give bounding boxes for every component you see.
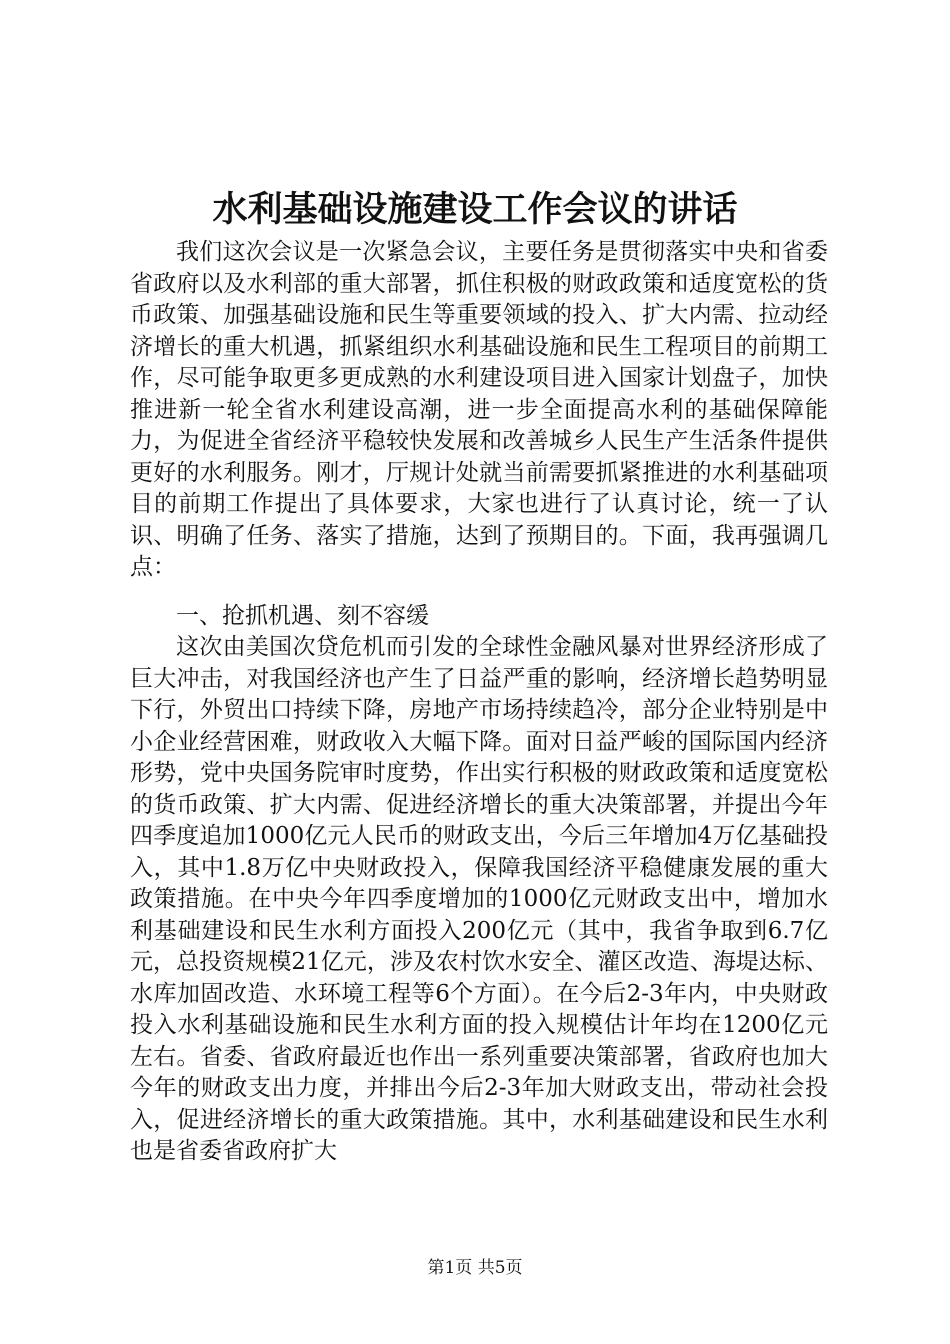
document-title: 水利基础设施建设工作会议的讲话 (212, 189, 738, 230)
section-heading: 一、抢抓机遇、刻不容缓 (176, 603, 429, 629)
page-footer: 第1页 共5页 (427, 1258, 523, 1278)
paragraph-text: 这次由美国次贷危机而引发的全球性金融风暴对世界经济形成了巨大冲击，对我国经济也产生了日益严重的影响，经济增长趋势明显下行，外贸出口持续下降，房地产市场持续趋冷，部分企业特别是中小企业经营困难，财政收入大幅下降。面对日益严峻的国际国内经济形势，党中央国务院审时度势，作出实行积极的财政政策和适度宽松的货币政策、扩大内需、促进经济增长的重大决策部署，并提出今年四季度追加1000亿元人民币的财政支出，今后三年增加4万亿基础投入，其中1.8万亿中央财政投入，保障我国经济平稳健康发展的重大政策措施。在中央今年四季度增加的1000亿元财政支出中，增加水利基础建设和民生水利方面投入200亿元（其中，我省争取到6.7亿元，总投资规模21亿元，涉及农村饮水安全、灌区改造、海堤达标、水库加固改造、水环境工程等6个方面）。在今后2-3年内，中央财政投入水利基础设施和民生水利方面的投入规模估计年均在1200亿元左右。省委、省政府最近也作出一系列重要决策部署，省政府也加大今年的财政支出力度，并排出今后2-3年加大财政支出，带动社会投入，促进经济增长的重大政策措施。其中，水利基础建设和民生水利也是省委省政府扩大 (130, 634, 828, 1164)
paragraph-text: 我们这次会议是一次紧急会议，主要任务是贯彻落实中央和省委省政府以及水利部的重大部署，抓住积极的财政政策和适度宽松的货币政策、加强基础设施和民生等重要领域的投入、扩大内需、拉动经济增长的重大机遇，抓紧组织水利基础设施和民生工程项目的前期工作，尽可能争取更多更成熟的水利建设项目进入国家计划盘子，加快推进新一轮全省水利建设高潮，进一步全面提高水利的基础保障能力，为促进全省经济平稳较快发展和改善城乡人民生产生活条件提供更好的水利服务。刚才，厅规计处就当前需要抓紧推进的水利基础项目的前期工作提出了具体要求，大家也进行了认真讨论，统一了认识、明确了任务、落实了措施，达到了预期目的。下面，我再强调几点： (130, 239, 828, 580)
body-paragraph-2 (130, 632, 828, 1168)
body-paragraph-1 (130, 237, 828, 584)
